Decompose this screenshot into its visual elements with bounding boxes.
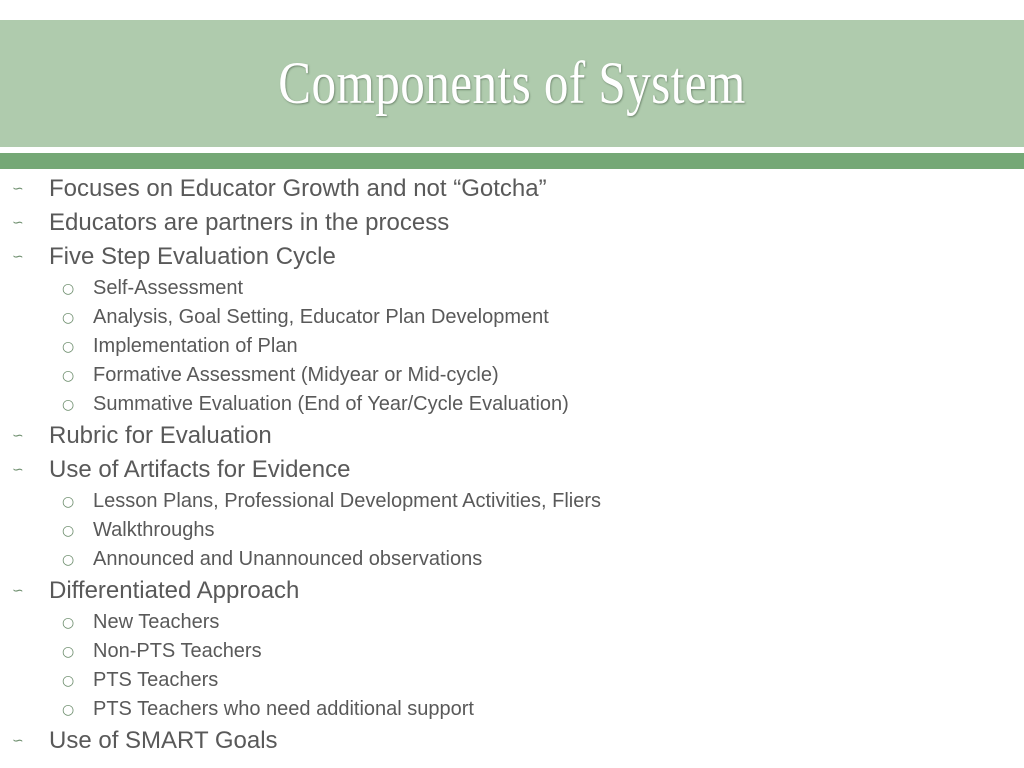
bullet-text: Non-PTS Teachers (93, 640, 262, 662)
accent-bar (0, 153, 1024, 169)
bullet-text: Lesson Plans, Professional Development Activities, Fliers (93, 490, 602, 512)
bullet-text: Five Step Evaluation Cycle (49, 243, 336, 270)
hollow-circle-bullet-icon: ○ (62, 702, 75, 718)
bullet-list (0, 172, 1024, 758)
flourish-bullet-icon: ∽ (12, 428, 24, 444)
bullet-text: Walkthroughs (93, 519, 215, 541)
sub-bullet-item (0, 637, 1024, 666)
sub-bullet-item (0, 303, 1024, 332)
flourish-bullet-icon: ∽ (12, 733, 24, 749)
bullet-text: Focuses on Educator Growth and not “Gotcha” (49, 175, 547, 202)
sub-bullet-item (0, 274, 1024, 303)
bullet-text: Use of Artifacts for Evidence (49, 456, 351, 483)
bullet-item (0, 240, 1024, 274)
sub-bullet-item (0, 390, 1024, 419)
bullet-text: New Teachers (93, 611, 220, 633)
sub-bullet-item (0, 695, 1024, 724)
hollow-circle-bullet-icon: ○ (62, 552, 75, 568)
flourish-bullet-icon: ∽ (12, 249, 24, 265)
bullet-text: Announced and Unannounced observations (93, 548, 483, 570)
bullet-text: Implementation of Plan (93, 335, 298, 357)
hollow-circle-bullet-icon: ○ (62, 368, 75, 384)
sub-bullet-item (0, 545, 1024, 574)
bullet-text: Rubric for Evaluation (49, 422, 272, 449)
hollow-circle-bullet-icon: ○ (62, 281, 75, 297)
flourish-bullet-icon: ∽ (12, 462, 24, 478)
bullet-item (0, 172, 1024, 206)
slide-title: Components of System (278, 50, 746, 116)
bullet-item (0, 724, 1024, 758)
bullet-item (0, 574, 1024, 608)
sub-bullet-item (0, 332, 1024, 361)
bullet-text: Self-Assessment (93, 277, 244, 299)
hollow-circle-bullet-icon: ○ (62, 397, 75, 413)
hollow-circle-bullet-icon: ○ (62, 310, 75, 326)
bullet-text: Differentiated Approach (49, 577, 300, 604)
sub-bullet-item (0, 666, 1024, 695)
hollow-circle-bullet-icon: ○ (62, 644, 75, 660)
bullet-text: Summative Evaluation (End of Year/Cycle Evaluation) (93, 393, 569, 415)
sub-bullet-item (0, 361, 1024, 390)
bullet-item (0, 419, 1024, 453)
hollow-circle-bullet-icon: ○ (62, 339, 75, 355)
sub-bullet-item (0, 516, 1024, 545)
bullet-text: PTS Teachers (93, 669, 219, 691)
bullet-text: Formative Assessment (Midyear or Mid-cycle) (93, 364, 499, 386)
flourish-bullet-icon: ∽ (12, 215, 24, 231)
bullet-text: PTS Teachers who need additional support (93, 698, 474, 720)
hollow-circle-bullet-icon: ○ (62, 615, 75, 631)
sub-bullet-item (0, 487, 1024, 516)
hollow-circle-bullet-icon: ○ (62, 673, 75, 689)
bullet-item (0, 453, 1024, 487)
bullet-item (0, 206, 1024, 240)
flourish-bullet-icon: ∽ (12, 181, 24, 197)
hollow-circle-bullet-icon: ○ (62, 523, 75, 539)
bullet-text: Analysis, Goal Setting, Educator Plan Development (93, 306, 549, 328)
flourish-bullet-icon: ∽ (12, 583, 24, 599)
hollow-circle-bullet-icon: ○ (62, 494, 75, 510)
bullet-text: Use of SMART Goals (49, 727, 278, 754)
bullet-text: Educators are partners in the process (49, 209, 450, 236)
sub-bullet-item (0, 608, 1024, 637)
